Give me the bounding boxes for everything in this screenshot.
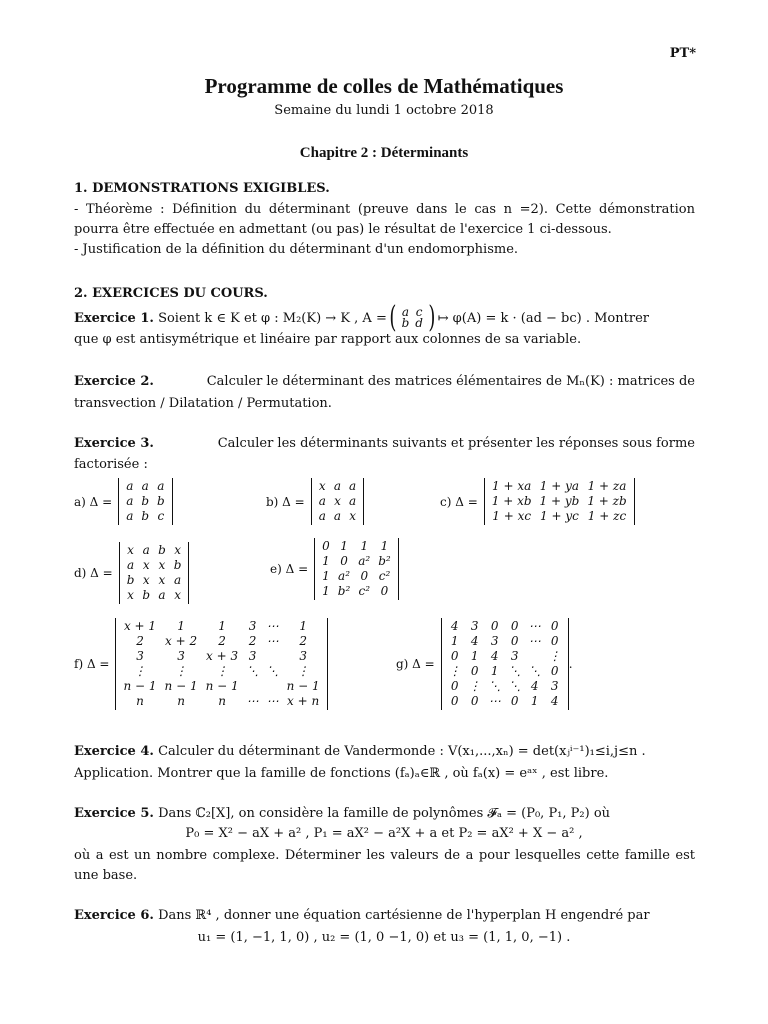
exercise-4-text: Calculer du déterminant de Vandermonde : V(x₁,...,xₙ) = det(xⱼⁱ⁻¹)₁≤i,j≤n .: [158, 744, 646, 759]
determinant-e-cell: b²: [337, 584, 351, 598]
determinant-f-cell: 3: [248, 619, 257, 633]
matrix-A-cell: a: [401, 305, 409, 319]
determinant-e-cell: c²: [358, 584, 371, 598]
exercise-3-label: Exercice 3.: [74, 436, 154, 451]
determinant-f-cell: n: [136, 694, 144, 708]
determinant-f-cell: 2: [218, 634, 226, 648]
determinant-b: [266, 478, 364, 525]
determinant-a-cell: a: [157, 479, 165, 493]
determinant-g-cell: 1: [530, 694, 539, 708]
determinant-b-row: [315, 509, 360, 524]
determinant-f-cell: ⋯: [266, 619, 279, 633]
determinant-d-cell: x: [174, 543, 182, 557]
determinant-e-cell: 0: [360, 569, 369, 583]
determinant-g-cell: 1: [470, 649, 479, 663]
exercise-5-label: Exercice 5.: [74, 806, 154, 821]
determinant-f-cell: [243, 679, 263, 694]
exercise-4-label: Exercice 4.: [74, 744, 154, 759]
determinant-g-cell: 0: [470, 694, 479, 708]
determinant-g-cell: 3: [550, 679, 559, 693]
exercise-4-line-1: [74, 744, 646, 759]
determinant-d-cell: x: [142, 573, 150, 587]
determinant-a-cell: b: [141, 494, 150, 508]
determinant-g-cell: 0: [450, 694, 459, 708]
determinant-d: [74, 542, 189, 604]
determinant-e-row: [318, 584, 395, 599]
determinant-f-cell: x + n: [287, 694, 320, 708]
determinant-d-cell: b: [173, 558, 182, 572]
determinant-a-row: [122, 494, 169, 509]
determinant-e-cell: 1: [340, 539, 348, 553]
determinant-g-cell: 1: [490, 664, 499, 678]
determinant-e: [270, 538, 399, 600]
determinant-g: g) Δ = 4 3 0 0 ⋯ 0 1 4 3 0 ⋯ 0 0 1 4 3 ⋮ ⋮ 0 1 ⋱ ⋱ 0 0 ⋮ ⋱ ⋱ 4 3 0 0 ⋯ 0 1 4 .: [396, 619, 573, 708]
determinant-g-cell: 3: [470, 619, 479, 633]
class-tag: PT*: [669, 46, 696, 61]
determinant-f-cell: ⋮: [297, 664, 310, 678]
determinant-e-row: [318, 554, 395, 569]
determinant-a-cell: b: [157, 494, 165, 508]
determinant-g-cell: 3: [510, 649, 519, 663]
determinant-f-cell: [263, 679, 283, 694]
determinant-d-cell: a: [158, 588, 166, 602]
determinant-g-row: [445, 694, 565, 709]
determinant-g-cell: ⋯: [528, 634, 541, 648]
determinant-f-cell: ⋮: [134, 664, 146, 678]
determinant-e-cell: 1: [322, 584, 330, 598]
determinant-a-cell: a: [126, 494, 134, 508]
determinant-d-cell: x: [174, 588, 182, 602]
determinant-g-cell: 4: [470, 634, 479, 648]
determinant-f-row: [119, 679, 323, 694]
determinant-d-cell: b: [158, 543, 166, 557]
determinant-g-row: [445, 664, 565, 679]
exercise-4-line-2: Application. Montrer que la famille de fonctions (fₐ)ₐ∈ℝ , où fₐ(x) = eᵃˣ , est libre.: [74, 766, 609, 781]
determinant-c-cell: 1 + zc: [587, 509, 627, 523]
determinant-e-row: [318, 539, 395, 554]
determinant-d-row: [123, 588, 186, 603]
determinant-c-row: [488, 479, 631, 494]
determinant-f-cell: x + 1: [123, 619, 157, 633]
section-1-line-2: pourra être effectuée en admettant (ou pas) le résultat de l'exercice 1 ci-dessous.: [74, 222, 612, 237]
determinant-d-label: d) Δ =: [74, 566, 113, 580]
determinant-c-row: [488, 509, 631, 524]
determinant-c-cell: 1 + yc: [540, 509, 579, 523]
determinant-f-row: [119, 694, 323, 709]
determinant-c-cell: 1 + zb: [587, 494, 627, 508]
determinant-a-cell: c: [157, 509, 165, 523]
determinant-g-cell: 1: [450, 634, 459, 648]
determinant-g-cell: 0: [450, 679, 459, 693]
determinant-c-cell: 1 + yb: [539, 494, 580, 508]
exercise-1-text-b: ↦ φ(A) = k · (ad − bc) . Montrer: [437, 310, 649, 326]
determinant-d-cell: a: [174, 573, 182, 587]
exercise-6-line-1: [74, 908, 650, 923]
determinant-c-cell: 1 + ya: [539, 479, 580, 493]
exercise-2-text: Calculer le déterminant des matrices élémentaires de Mₙ(K) : matrices de: [206, 374, 695, 389]
determinant-e-cell: 1: [322, 569, 330, 583]
determinant-g-cell: ⋱: [508, 664, 521, 678]
determinant-c-cell: 1 + xc: [492, 509, 532, 523]
determinant-g-cell: 0: [510, 694, 519, 708]
matrix-A-cell: d: [415, 316, 423, 330]
exercise-5-line-3: où a est un nombre complexe. Déterminer les valeurs de a pour lesquelles cette famille est: [74, 848, 695, 863]
determinant-g-cell: 3: [490, 634, 499, 648]
determinant-g-cell: 0: [510, 619, 519, 633]
determinant-g-cell: 0: [510, 634, 519, 648]
determinant-g-cell: 0: [470, 664, 479, 678]
determinant-f-cell: n − 1: [123, 679, 157, 693]
determinant-f-cell: ⋯: [266, 634, 279, 648]
determinant-a: [74, 478, 173, 525]
determinant-c: [440, 478, 635, 525]
determinant-a-cell: b: [141, 509, 150, 523]
determinant-b-cell: a: [349, 494, 357, 508]
determinant-g-cell: 4: [450, 619, 459, 633]
determinant-d-cell: x: [127, 543, 134, 557]
determinant-g-row: [445, 649, 565, 664]
determinant-a-cell: a: [126, 479, 134, 493]
determinant-d-row: [123, 543, 186, 558]
determinant-e-label: e) Δ =: [270, 562, 309, 576]
determinant-c-row: [488, 494, 631, 509]
determinant-d-cell: b: [142, 588, 151, 602]
determinant-f-row: [119, 649, 323, 664]
determinant-g-cell: 4: [490, 649, 499, 663]
matrix-A-cell: c: [415, 305, 423, 319]
determinant-e-cell: a²: [358, 554, 371, 568]
determinant-e-cell: 1: [380, 539, 389, 553]
exercise-3-text: Calculer les déterminants suivants et présenter les réponses sous forme: [217, 436, 695, 451]
determinant-b-cell: a: [333, 509, 342, 523]
determinant-f-cell: x + 3: [206, 649, 239, 663]
determinant-f-cell: ⋮: [216, 664, 229, 678]
determinant-f: [74, 618, 328, 710]
determinant-b-label: b) Δ =: [266, 494, 305, 509]
determinant-c-cell: 1 + xa: [492, 479, 532, 493]
determinant-d-cell: x: [127, 588, 134, 602]
determinant-f-row: [119, 634, 323, 649]
determinant-g-cell: ⋱: [508, 679, 521, 693]
determinant-f-cell: n − 1: [164, 679, 198, 693]
determinant-e-cell: 1: [322, 554, 330, 568]
determinant-g-cell: ⋮: [468, 679, 481, 693]
determinant-d-cell: a: [126, 558, 135, 572]
determinant-c-cell: 1 + xb: [491, 494, 532, 508]
determinant-c-label: c) Δ =: [440, 494, 478, 509]
exercise-3-line-2: factorisée :: [74, 457, 148, 472]
determinant-b-cell: x: [334, 494, 341, 508]
determinant-d-cell: x: [142, 558, 150, 572]
determinant-f-cell: 3: [248, 649, 257, 663]
determinant-g-cell: ⋮: [448, 664, 461, 678]
determinant-g-cell: 4: [530, 679, 539, 693]
determinant-d-cell: a: [142, 543, 150, 557]
determinant-f-cell: 3: [136, 649, 144, 663]
determinant-f-cell: ⋯: [246, 694, 259, 708]
determinant-f-cell: ⋱: [266, 664, 279, 678]
determinant-g-label: g) Δ =: [396, 657, 435, 671]
determinant-f-cell: ⋯: [266, 694, 279, 708]
determinant-f-cell: 1: [177, 619, 185, 633]
exercise-6-formula: u₁ = (1, −1, 1, 0) , u₂ = (1, 0 −1, 0) et u₃ = (1, 1, 0, −1) .: [197, 930, 571, 945]
determinant-b-row: [315, 494, 360, 509]
determinant-f-cell: n − 1: [286, 679, 320, 693]
determinant-a-cell: a: [141, 479, 149, 493]
page-title: Programme de colles de Mathématiques: [204, 74, 564, 98]
determinant-f-cell: n: [218, 694, 226, 708]
exercise-6-label: Exercice 6.: [74, 908, 154, 923]
determinant-g-cell: ⋯: [488, 694, 501, 708]
section-1-title: 1. DEMONSTRATIONS EXIGIBLES.: [74, 181, 330, 196]
determinant-f-row: [119, 619, 323, 634]
determinant-f-cell: 2: [248, 634, 257, 648]
matrix-A-row: [399, 318, 426, 329]
determinant-f-cell: [263, 649, 283, 664]
section-2-title: 2. EXERCICES DU COURS.: [74, 286, 268, 301]
determinant-f-cell: 3: [299, 649, 307, 663]
determinant-e-cell: a²: [338, 569, 351, 583]
determinant-f-cell: 2: [299, 634, 307, 648]
determinant-b-cell: x: [318, 479, 326, 493]
exercise-6-text: Dans ℝ⁴ , donner une équation cartésienne de l'hyperplan H engendré par: [158, 908, 650, 923]
determinant-f-label: f) Δ =: [74, 657, 110, 671]
exercise-1-line-1: [74, 300, 695, 335]
determinant-b-cell: a: [318, 509, 326, 523]
week-subtitle: Semaine du lundi 1 octobre 2018: [274, 103, 494, 118]
determinant-f-cell: x + 2: [165, 634, 198, 648]
exercise-1-text-a: Soient k ∈ K et φ : M₂(K) → K , A =: [158, 310, 387, 326]
determinant-g-cell: 0: [550, 634, 559, 648]
determinant-a-row: [122, 479, 169, 494]
determinant-d-cell: x: [158, 573, 166, 587]
determinant-d-row: [123, 573, 186, 588]
chapter-heading: Chapitre 2 : Déterminants: [299, 145, 469, 161]
determinant-f-cell: 3: [177, 649, 185, 663]
exercise-1-line-2: que φ est antisymétrique et linéaire par rapport aux colonnes de sa variable.: [74, 332, 582, 347]
determinant-g-cell: 0: [490, 619, 499, 633]
determinant-e-cell: 0: [340, 554, 348, 568]
determinant-d-row: [123, 558, 186, 573]
determinant-g-cell: [525, 649, 545, 664]
determinant-e-cell: 1: [360, 539, 369, 553]
determinant-b-row: [315, 479, 360, 494]
exercise-5-formula: P₀ = X² − aX + a² , P₁ = aX² − a²X + a et P₂ = aX² + X − a² ,: [185, 826, 583, 841]
determinant-f-cell: ⋮: [175, 664, 188, 678]
determinant-b-cell: x: [349, 509, 356, 523]
determinant-g-cell: ⋮: [548, 649, 561, 663]
exercise-3-line-1: [74, 436, 695, 451]
determinant-g-cell: 4: [550, 694, 559, 708]
determinant-b-cell: a: [333, 479, 342, 493]
determinant-g-cell: ⋱: [488, 679, 501, 693]
determinant-e-cell: 0: [322, 539, 330, 553]
exercise-5-line-1: [74, 806, 610, 821]
determinant-g-cell: ⋯: [528, 619, 541, 633]
determinant-a-row: [122, 509, 169, 524]
determinant-g-cell: 0: [550, 619, 559, 633]
determinant-f-cell: 1: [218, 619, 226, 633]
exercise-2-line-1: [74, 374, 695, 389]
determinant-c-cell: 1 + za: [587, 479, 627, 493]
section-1-line-3: - Justification de la définition du déterminant d'un endomorphisme.: [74, 242, 519, 257]
determinant-e-cell: c²: [378, 569, 391, 583]
matrix-A-cell: b: [401, 316, 410, 330]
determinant-f-cell: 2: [136, 634, 144, 648]
determinant-a-cell: a: [126, 509, 134, 523]
determinant-g-row: [445, 634, 565, 649]
determinant-a-label: a) Δ =: [74, 494, 113, 509]
determinant-g-row: [445, 619, 565, 634]
determinant-g-cell: 0: [550, 664, 559, 678]
determinant-d-cell: b: [126, 573, 135, 587]
determinant-f-cell: n − 1: [205, 679, 239, 693]
determinant-g-row: [445, 679, 565, 694]
determinant-g-cell: ⋱: [528, 664, 541, 678]
determinant-f-cell: 1: [299, 619, 307, 633]
determinant-f-cell: n: [177, 694, 185, 708]
determinant-b-cell: a: [318, 494, 326, 508]
exercise-5-line-4: une base.: [74, 868, 138, 883]
determinant-f-cell: ⋱: [246, 664, 259, 678]
exercise-2-line-2: transvection / Dilatation / Permutation.: [74, 396, 332, 411]
determinant-g-cell: 0: [450, 649, 459, 663]
determinant-b-cell: a: [349, 479, 357, 493]
determinant-e-cell: 0: [380, 584, 389, 598]
matrix-A: ( a c b d ): [389, 300, 436, 335]
exercise-1-label: Exercice 1.: [74, 310, 154, 326]
determinant-d-cell: x: [158, 558, 166, 572]
exercise-2-label: Exercice 2.: [74, 374, 154, 389]
determinant-e-cell: b²: [378, 554, 391, 568]
section-1-line-1: - Théorème : Définition du déterminant (preuve dans le cas n =2). Cette démonstration: [74, 202, 695, 217]
determinant-e-row: [318, 569, 395, 584]
exercise-5-text: Dans ℂ₂[X], on considère la famille de polynômes 𝓕ₐ = (P₀, P₁, P₂) où: [158, 806, 611, 821]
determinant-f-row: [119, 664, 323, 679]
